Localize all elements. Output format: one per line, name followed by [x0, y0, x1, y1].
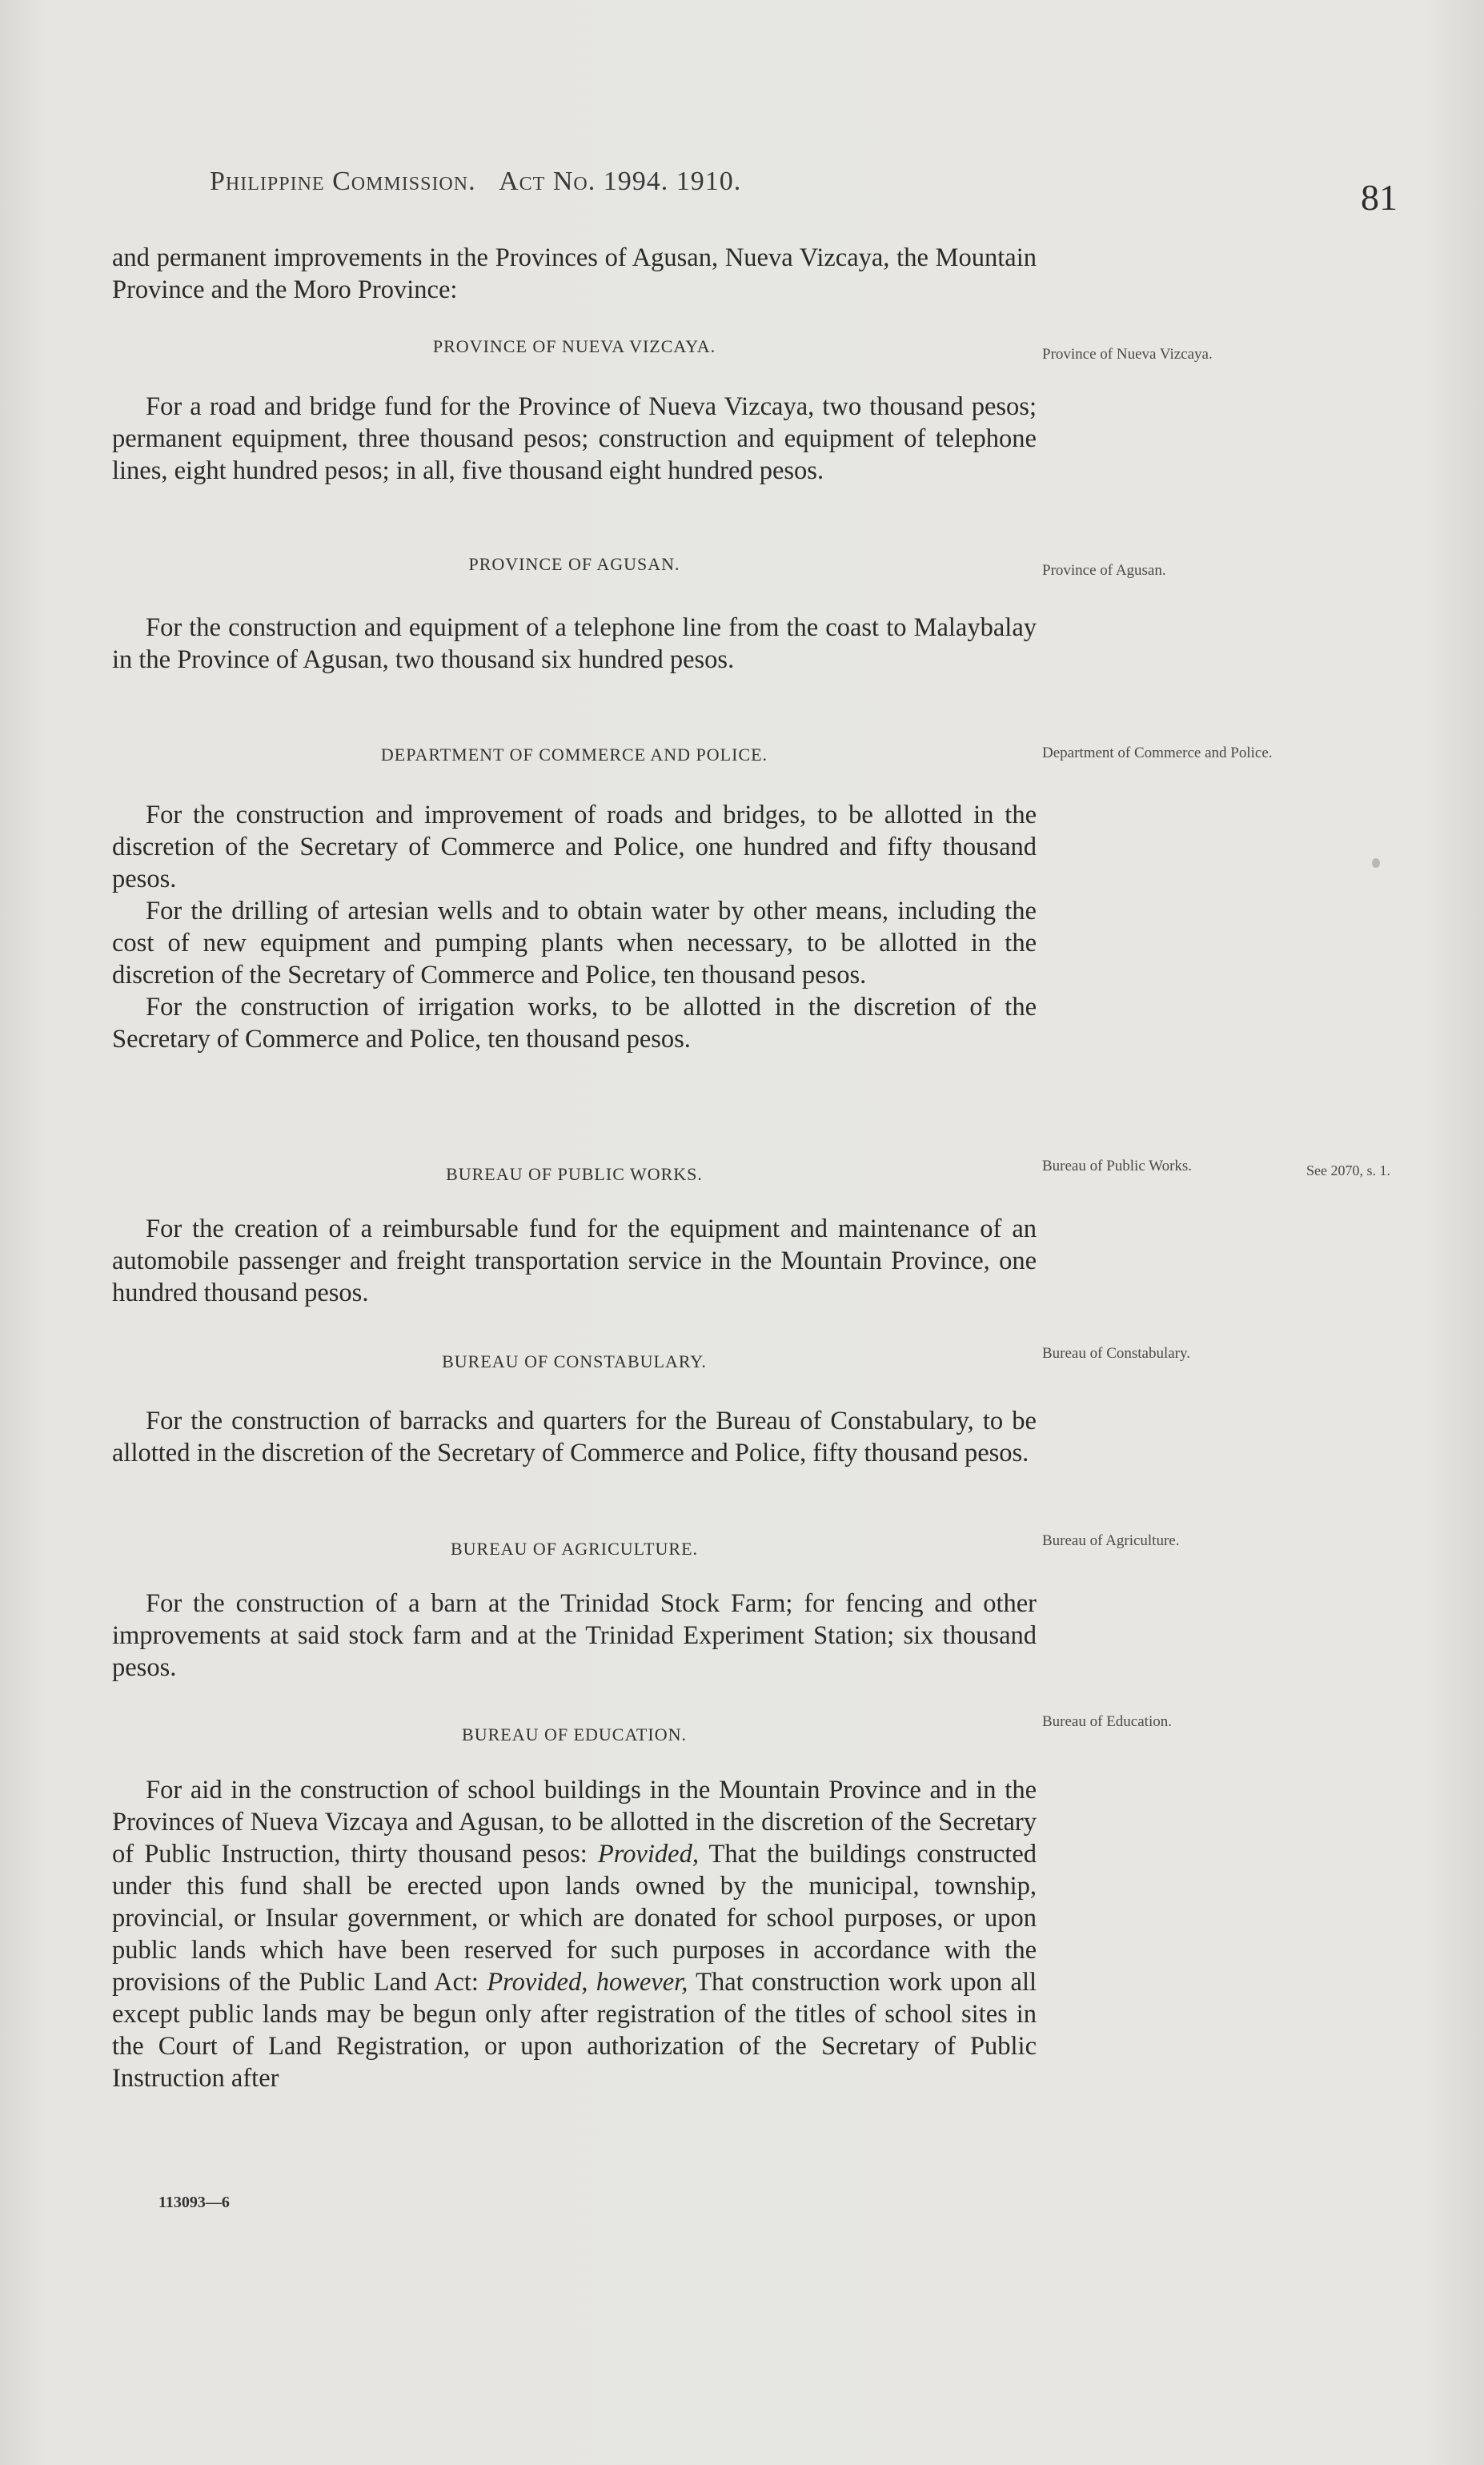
- page-number: 81: [1361, 177, 1398, 218]
- running-head: [210, 167, 741, 197]
- text-public-works: For the creation of a reimbursable fund for the equipment and maintenance of an automobile passenger and freight transportation service in the Mountain Province, one hundred thousand pesos.: [112, 1214, 1037, 1307]
- margin-note-agusan: Province of Agusan.: [1042, 562, 1166, 579]
- text-constabulary: For the construction of barracks and quarters for the Bureau of Constabulary, to be allotted in the discretion of the Secretary of Commerce and Police, fifty thousand pesos.: [112, 1407, 1037, 1467]
- paragraph-agusan: [112, 612, 1037, 676]
- heading-commerce-police: DEPARTMENT OF COMMERCE AND POLICE.: [380, 745, 768, 765]
- text-education: [112, 1774, 1037, 2094]
- proviso-provided-however: Provided, however,: [487, 1968, 688, 1997]
- margin-note-public-works: Bureau of Public Works.: [1042, 1158, 1193, 1174]
- side-reference-see-2070: See 2070, s. 1.: [1306, 1162, 1390, 1178]
- paragraph-constabulary: [112, 1405, 1037, 1469]
- text-commerce-wells: For the drilling of artesian wells and to obtain water by other means, including the cost of new equipment and pumping plants when necessary, to be allotted in the discretion of the Secretary of Commerce and Police, ten thousand pesos.: [112, 897, 1037, 990]
- paragraph-agriculture: [112, 1588, 1037, 1684]
- signature-mark: 113093—6: [158, 2194, 230, 2211]
- education-text-part-b: That the buildings constructed under this fund shall be erected upon lands owned by the municipal, township, provincial, or Insular government, or which are donated for school purposes, or upon public lands which have been reserved for such purposes in accordance with the provisions of the Public Land Act:: [112, 1840, 1037, 1997]
- margin-note-constabulary: Bureau of Constabulary.: [1042, 1345, 1191, 1362]
- heading-agriculture: BUREAU OF AGRICULTURE.: [450, 1539, 699, 1559]
- ink-spot: [1372, 858, 1380, 868]
- paragraph-nueva-vizcaya: [112, 391, 1037, 487]
- text-commerce-roads: For the construction and improvement of roads and bridges, to be allotted in the discretion of the Secretary of Commerce and Police, one hundred and fifty thousand pesos.: [112, 801, 1037, 893]
- proviso-provided: Provided,: [597, 1840, 699, 1869]
- margin-note-agriculture: Bureau of Agriculture.: [1042, 1532, 1180, 1549]
- heading-education: BUREAU OF EDUCATION.: [462, 1724, 687, 1744]
- text-nueva-vizcaya: For a road and bridge fund for the Province of Nueva Vizcaya, two thousand pesos; permanent equipment, three thousand pesos; construction and equipment of telephone lines, eight hundred pesos; in all, five thousand eight hundred pesos.: [112, 392, 1037, 485]
- text-agusan: For the construction and equipment of a telephone line from the coast to Malaybalay in the Province of Agusan, two thousand six hundred pesos.: [112, 613, 1037, 674]
- running-head-act: Act No. 1994. 1910.: [499, 167, 742, 196]
- heading-agusan: PROVINCE OF AGUSAN.: [468, 554, 680, 574]
- paragraph-commerce-police: [112, 799, 1037, 1055]
- education-text-part-a: For aid in the construction of school buildings in the Mountain Province and in the Provinces of Nueva Vizcaya and Agusan, to be allotted in the discretion of the Secretary of Public Instruction, thirty thousand pesos:: [112, 1776, 1037, 1869]
- margin-note-commerce-police: Department of Commerce and Police.: [1042, 745, 1273, 761]
- paragraph-public-works: [112, 1213, 1037, 1309]
- text-agriculture: For the construction of a barn at the Trinidad Stock Farm; for fencing and other improvements at said stock farm and at the Trinidad Experiment Station; six thousand pesos.: [112, 1589, 1037, 1682]
- running-head-commission: Philippine Commission.: [210, 167, 476, 196]
- heading-constabulary: BUREAU OF CONSTABULARY.: [442, 1351, 707, 1371]
- text-commerce-irrigation: For the construction of irrigation works, to be allotted in the discretion of the Secretary of Commerce and Police, ten thousand pesos.: [112, 993, 1037, 1054]
- margin-note-education: Bureau of Education.: [1042, 1713, 1172, 1730]
- paragraph-education: [112, 1774, 1037, 2094]
- intro-text: and permanent improvements in the Provinces of Agusan, Nueva Vizcaya, the Mountain Province and the Moro Province:: [112, 243, 1037, 304]
- heading-nueva-vizcaya: PROVINCE OF NUEVA VIZCAYA.: [432, 336, 716, 356]
- education-text-part-c: That construction work upon all except public lands may be begun only after registration of the titles of school sites in the Court of Land Registration, or upon authorization of the Secretary of Public Instruction after: [112, 1968, 1037, 2093]
- intro-paragraph: [112, 242, 1037, 306]
- margin-note-nueva-vizcaya: Province of Nueva Vizcaya.: [1042, 346, 1213, 363]
- heading-public-works: BUREAU OF PUBLIC WORKS.: [446, 1164, 703, 1184]
